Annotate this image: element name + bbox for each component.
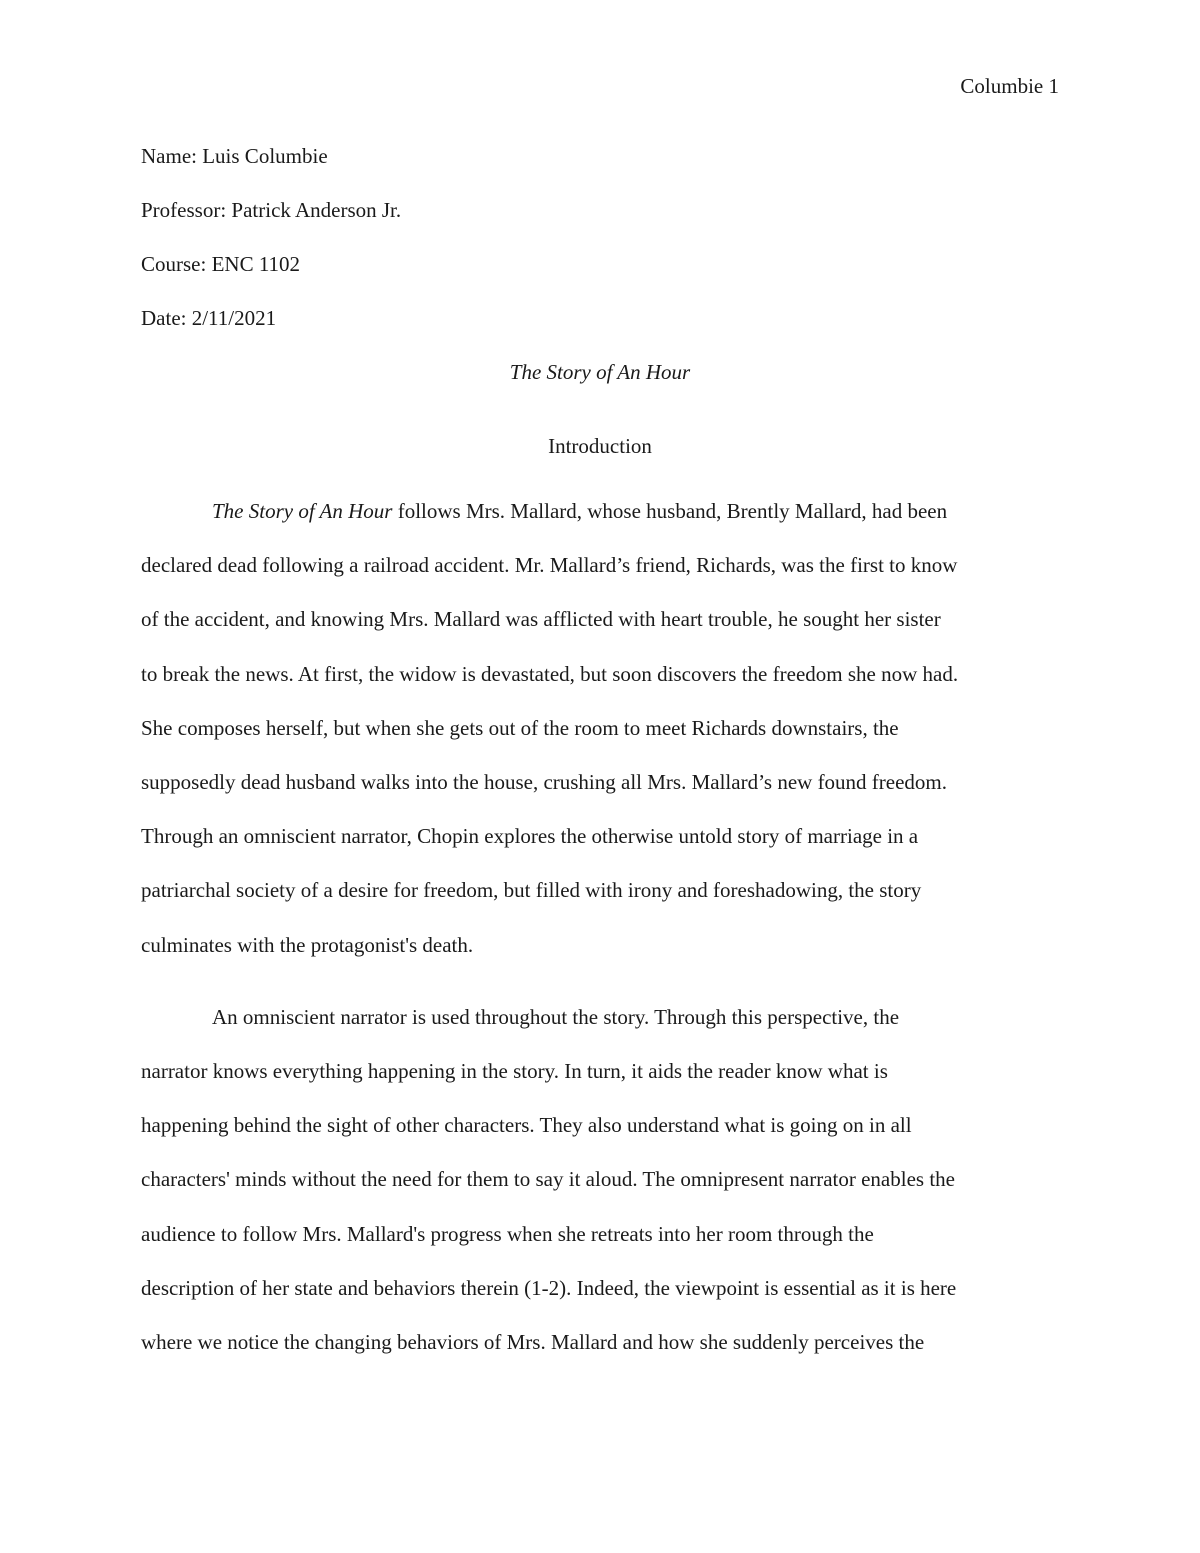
course-line: Course: ENC 1102 [141, 252, 301, 276]
paragraph-narrator [141, 990, 1059, 1369]
section-heading: Introduction [548, 434, 652, 458]
paragraph-line: She composes herself, but when she gets out of the room to meet Richards downstairs, the [141, 715, 899, 740]
paragraph-line: of the accident, and knowing Mrs. Mallard was afflicted with heart trouble, he sought her sister [141, 607, 941, 632]
running-head: Columbie 1 [960, 74, 1059, 98]
paragraph-line [141, 484, 1059, 538]
line-text: follows Mrs. Mallard, whose husband, Brently Mallard, had been [392, 499, 948, 523]
paragraph-line: supposedly dead husband walks into the house, crushing all Mrs. Mallard’s new found freedom. [141, 770, 948, 795]
paragraph-line: culminates with the protagonist's death. [141, 932, 474, 957]
italic-title-reference: The Story of An Hour [212, 499, 393, 523]
paragraph-introduction [141, 484, 1059, 972]
essay-title: The Story of An Hour [509, 360, 691, 384]
paragraph-line: description of her state and behaviors therein (1-2). Indeed, the viewpoint is essential as it is here [141, 1275, 957, 1300]
paragraph-line: narrator knows everything happening in the story. In turn, it aids the reader know what is [141, 1059, 888, 1084]
paragraph-line: An omniscient narrator is used throughout the story. Through this perspective, the [212, 1004, 900, 1029]
paragraph-line: characters' minds without the need for them to say it aloud. The omnipresent narrator enables the [141, 1167, 955, 1192]
paragraph-line: audience to follow Mrs. Mallard's progress when she retreats into her room through the [141, 1221, 874, 1246]
document-body [141, 140, 1059, 1369]
paragraph-line: Through an omniscient narrator, Chopin explores the otherwise untold story of marriage in a [141, 824, 919, 849]
paragraph-line: to break the news. At first, the widow is devastated, but soon discovers the freedom she now had. [141, 661, 959, 686]
date-line: Date: 2/11/2021 [141, 306, 277, 330]
paragraph-line: where we notice the changing behaviors of Mrs. Mallard and how she suddenly perceives the [141, 1330, 925, 1355]
paragraph-line: happening behind the sight of other characters. They also understand what is going on in all [141, 1113, 912, 1138]
paragraph-line: declared dead following a railroad accident. Mr. Mallard’s friend, Richards, was the first to know [141, 553, 958, 578]
professor-line: Professor: Patrick Anderson Jr. [141, 198, 402, 222]
student-name-line: Name: Luis Columbie [141, 144, 328, 168]
paragraph-line: patriarchal society of a desire for freedom, but filled with irony and foreshadowing, the story [141, 878, 922, 903]
